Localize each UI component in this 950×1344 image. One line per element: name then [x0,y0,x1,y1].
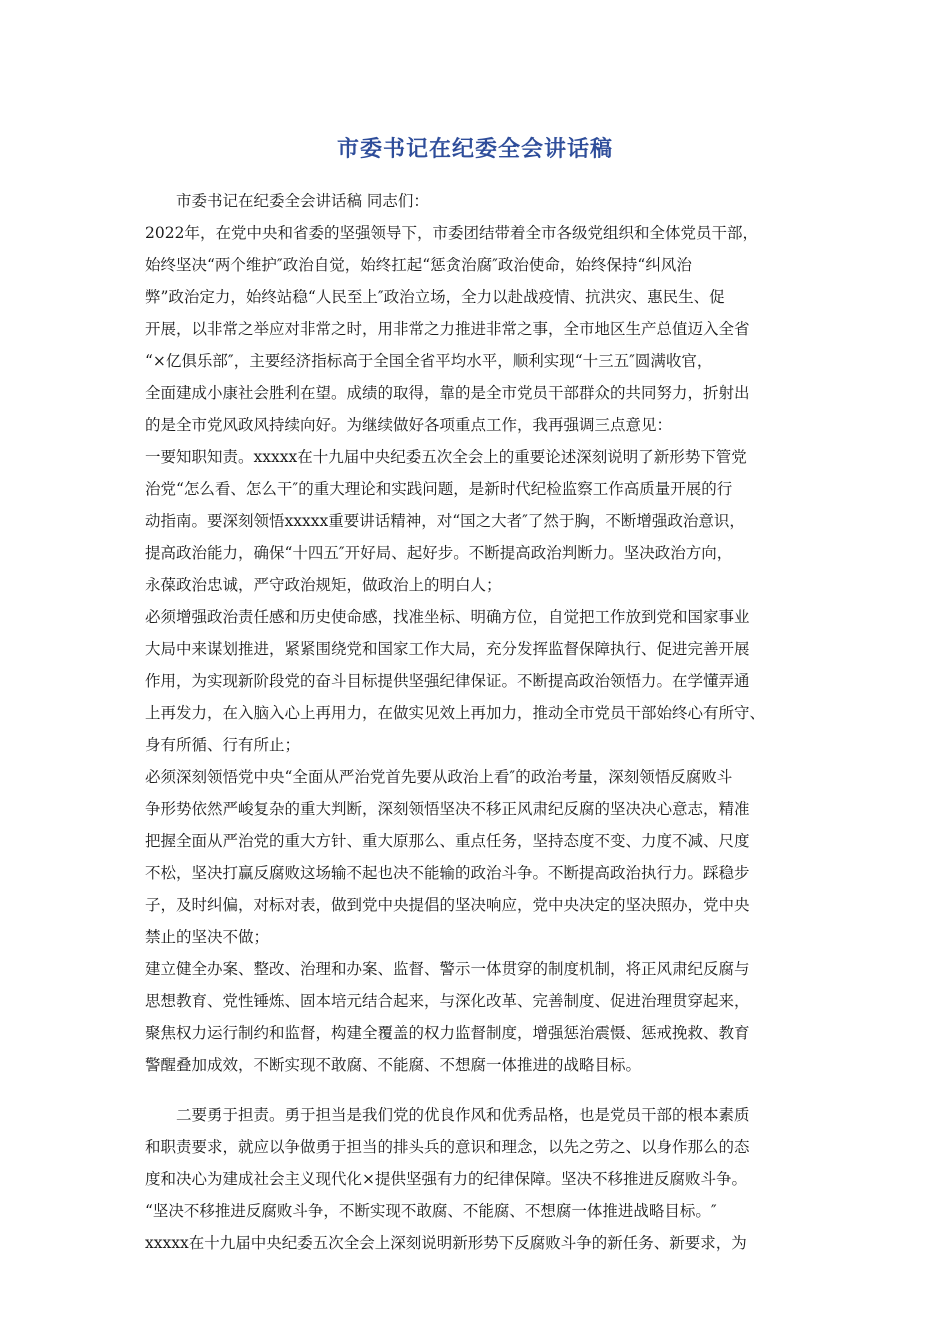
text-line: 治党“怎么看、怎么干″的重大理论和实践问题，是新时代纪检监察工作高质量开展的行 [145,480,733,498]
text-line: 警醒叠加成效，不断实现不敢腐、不能腐、不想腐一体推进的战略目标。 [145,1056,642,1074]
text-line: 作用，为实现新阶段党的奋斗目标提供坚强纪律保证。不断提高政治领悟力。在学懂弄通 [145,672,750,690]
text-line: 上再发力，在入脑入心上再用力，在做实见效上再加力，推动全市党员干部始终心有所守、 [145,704,766,722]
text-line: 全面建成小康社会胜利在望。成绩的取得，靠的是全市党员干部群众的共同努力，折射出 [145,384,750,402]
text-line: 争形势依然严峻复杂的重大判断，深刻领悟坚决不移正风肃纪反腐的坚决决心意志，精准 [145,800,750,818]
text-line: 开展，以非常之举应对非常之时，用非常之力推进非常之事，全市地区生产总值迈入全省 [145,320,750,338]
text-line: xxxxx在十九届中央纪委五次全会上深刻说明新形势下反腐败斗争的新任务、新要求，为 [145,1234,747,1252]
text-line: 建立健全办案、整改、治理和办案、监督、警示一体贯穿的制度机制，将正风肃纪反腐与 [145,960,750,978]
text-line: 提高政治能力，确保“十四五″开好局、起好步。不断提高政治判断力。坚决政治方向， [145,544,733,562]
text-line: 大局中来谋划推进，紧紧围绕党和国家工作大局，充分发挥监督保障执行、促进完善开展 [145,640,750,658]
text-line: “坚决不移推进反腐败斗争，不断实现不敢腐、不能腐、不想腐一体推进战略目标。″ [145,1202,717,1220]
text-line: 禁止的坚决不做； [145,928,270,946]
document-title: 市委书记在纪委全会讲话稿 [336,137,613,162]
text-line: 子，及时纠偏，对标对表，做到党中央提倡的坚决响应，党中央决定的坚决照办，党中央 [145,896,750,914]
document-body [145,185,805,1259]
text-line: 必须深刻领悟党中央“全面从严治党首先要从政治上看″的政治考量，深刻领悟反腐败斗 [145,768,733,786]
text-line: 把握全面从严治党的重大方针、重大原那么、重点任务，坚持态度不变、力度不减、尺度 [145,832,750,850]
text-line: 弊”政治定力，始终站稳“人民至上″政治立场，全力以赴战疫情、抗洪灾、惠民生、促 [145,288,725,306]
text-line: 不松，坚决打赢反腐败这场输不起也决不能输的政治斗争。不断提高政治执行力。踩稳步 [145,864,750,882]
text-line: 聚焦权力运行制约和监督，构建全覆盖的权力监督制度，增强惩治震慑、惩戒挽救、教育 [145,1024,750,1042]
text-line: 二要勇于担责。勇于担当是我们党的优良作风和优秀品格，也是党员干部的根本素质 [176,1106,750,1124]
text-line: 必须增强政治责任感和历史使命感，找准坐标、明确方位，自觉把工作放到党和国家事业 [145,608,750,626]
text-line: 的是全市党风政风持续向好。为继续做好各项重点工作，我再强调三点意见： [145,416,673,434]
text-line: 度和决心为建成社会主义现代化×提供坚强有力的纪律保障。坚决不移推进反腐败斗争。 [145,1170,747,1188]
text-line: 思想教育、党性锤炼、固本培元结合起来，与深化改革、完善制度、促进治理贯穿起来， [145,992,750,1010]
paragraph-gap [145,1081,805,1099]
text-line: 身有所循、行有所止； [145,736,301,754]
text-line: 永葆政治忠诚，严守政治规矩，做政治上的明白人； [145,576,502,594]
text-line: 市委书记在纪委全会讲话稿 同志们： [176,192,429,210]
text-line: 始终坚决“两个维护″政治自觉，始终扛起“惩贪治腐″政治使命，始终保持“纠风治 [145,256,692,274]
text-line: 和职责要求，就应以争做勇于担当的排头兵的意识和理念，以先之劳之、以身作那么的态 [145,1138,750,1156]
text-line: 一要知职知责。xxxxx在十九届中央纪委五次全会上的重要论述深刻说明了新形势下管党 [145,448,747,466]
text-line: “×亿俱乐部″，主要经济指标高于全国全省平均水平，顺利实现“十三五″圆满收官， [145,352,713,370]
text-line: 动指南。要深刻领悟xxxxx重要讲话精神，对“国之大者″了然于胸，不断增强政治意识， [145,512,745,530]
text-line: 2022年，在党中央和省委的坚强领导下，市委团结带着全市各级党组织和全体党员干部， [145,224,758,242]
